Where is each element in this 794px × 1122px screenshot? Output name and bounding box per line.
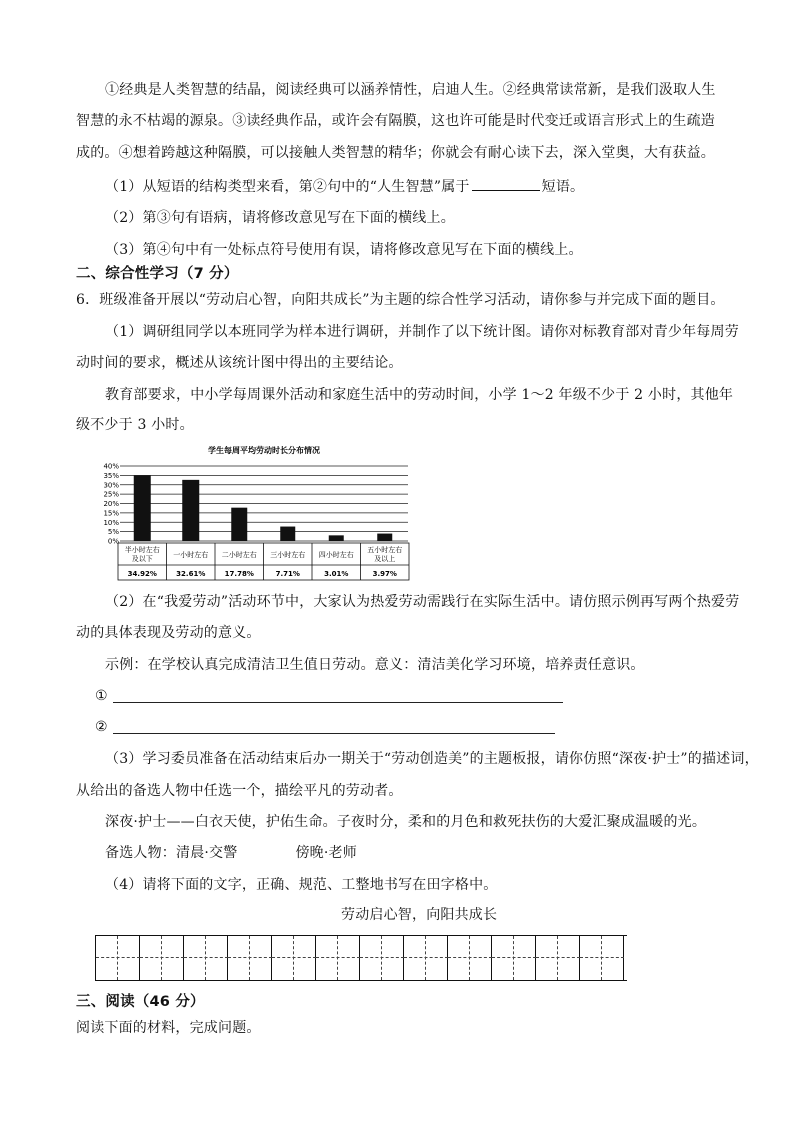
question-6-2-line-1: （2）在“我爱劳动”活动环节中，大家认为热爱劳动需践行在实际生活中。请仿照示例再写两个热爱劳 (105, 594, 740, 610)
bar (280, 527, 295, 541)
question-3: （3）第④句中有一处标点符号使用有误，请将修改意见写在下面的横线上。 (105, 242, 583, 258)
candidate-1: 备选人物：清晨·交警 (105, 845, 238, 861)
question-6-intro: 6．班级准备开展以“劳动启心智，向阳共成长”为主题的综合性学习活动，请你参与并完成下面的题目。 (76, 292, 725, 308)
value-label: 17.78% (224, 570, 254, 578)
question-6-3-line-2: 从给出的备选人物中任选一个，描绘平凡的劳动者。 (76, 783, 403, 799)
tianzige-cell[interactable] (184, 936, 228, 980)
question-1-text: （1）从短语的结构类型来看，第②句中的“人生智慧”属于 (105, 179, 470, 195)
question-6-1-line-2: 动时间的要求，概述从该统计图中得出的主要结论。 (76, 355, 403, 371)
y-tick-label: 40% (103, 462, 119, 471)
category-label: 一小时左右 (173, 551, 209, 559)
question-6-1-line-1: （1）调研组同学以本班同学为样本进行调研，并制作了以下统计图。请你对标教育部对青少年每周劳 (105, 324, 739, 340)
tianzige-grid[interactable] (95, 935, 627, 981)
tianzige-cell[interactable] (316, 936, 360, 980)
answer-line-2[interactable] (113, 733, 555, 734)
category-label: 五小时左右 (367, 546, 403, 554)
labor-time-bar-chart (96, 441, 412, 583)
example-text: 示例：在学校认真完成清洁卫生值日劳动。意义：清洁美化学习环境，培养责任意识。 (105, 657, 645, 673)
value-label: 3.01% (324, 570, 349, 578)
answer-marker-2: ② (95, 719, 108, 735)
category-label: 及以下 (131, 555, 153, 563)
question-6-3-line-1: （3）学习委员准备在活动结束后办一期关于“劳动创造美”的主题板报，请你仿照“深夜·护士”的描述词， (105, 751, 759, 767)
section-heading-2: 二、综合性学习（7 分） (76, 266, 239, 282)
y-tick-label: 5% (107, 528, 119, 537)
tianzige-cell[interactable] (272, 936, 316, 980)
requirement-line-1: 教育部要求，中小学每周课外活动和家庭生活中的劳动时间，小学 1～2 年级不少于 2 小时，其他年 (105, 387, 734, 403)
y-tick-label: 25% (103, 490, 119, 499)
tianzige-cell[interactable] (228, 936, 272, 980)
y-tick-label: 10% (103, 518, 119, 527)
value-label: 7.71% (275, 570, 300, 578)
tianzige-cell[interactable] (580, 936, 624, 980)
reading-intro: 阅读下面的材料，完成问题。 (76, 1020, 261, 1036)
section-heading-3: 三、阅读（46 分） (76, 994, 205, 1010)
requirement-line-2: 级不少于 3 小时。 (76, 417, 194, 433)
value-label: 32.61% (176, 570, 206, 578)
bar (182, 480, 199, 541)
y-tick-label: 0% (107, 537, 119, 546)
tianzige-cell[interactable] (536, 936, 580, 980)
nurse-example: 深夜·护士——白衣天使，护佑生命。子夜时分，柔和的月色和救死扶伤的大爱汇聚成温暖的光。 (105, 814, 707, 830)
tianzige-cell[interactable] (96, 936, 140, 980)
value-label: 3.97% (372, 570, 397, 578)
category-label: 三小时左右 (270, 551, 306, 559)
tianzige-cell[interactable] (492, 936, 536, 980)
passage-line-2: 智慧的永不枯竭的源泉。③读经典作品，或许会有隔膜，这也许可能是时代变迁或语言形式上的生疏造 (76, 113, 715, 129)
tianzige-cell[interactable] (404, 936, 448, 980)
passage-line-1: ①经典是人类智慧的结晶，阅读经典可以涵养情性，启迪人生。②经典常读常新，是我们汲取人生 (105, 82, 716, 98)
y-tick-label: 15% (103, 509, 119, 518)
y-tick-label: 35% (103, 471, 119, 480)
question-6-2-line-2: 动的具体表现及劳动的意义。 (76, 625, 261, 641)
value-label: 34.92% (127, 570, 157, 578)
bar (377, 534, 392, 541)
candidates (105, 843, 357, 863)
y-tick-label: 20% (103, 500, 119, 508)
category-label: 二小时左右 (221, 551, 257, 559)
y-tick-label: 30% (103, 481, 119, 490)
category-label: 四小时左右 (318, 551, 354, 559)
answer-blank[interactable] (472, 176, 540, 191)
question-1 (105, 176, 584, 197)
tianzige-cell[interactable] (448, 936, 492, 980)
question-2: （2）第③句有语病，请将修改意见写在下面的横线上。 (105, 210, 455, 226)
chart-title: 学生每周平均劳动时长分布情况 (208, 446, 320, 455)
bar (329, 535, 344, 541)
passage-line-3: 成的。④想着跨越这种隔膜，可以接触人类智慧的精华；你就会有耐心读下去，深入堂奥，大有获益。 (76, 145, 715, 161)
question-1-suffix: 短语。 (541, 179, 585, 195)
category-label: 及以上 (374, 555, 396, 563)
tianzige-cell[interactable] (140, 936, 184, 980)
answer-marker-1: ① (95, 688, 108, 704)
tianzige-cell[interactable] (360, 936, 404, 980)
bar (231, 508, 247, 541)
category-label: 半小时左右 (124, 546, 160, 554)
question-6-4: （4）请将下面的文字，正确、规范、工整地书写在田字格中。 (105, 877, 498, 893)
candidate-2: 傍晚·老师 (295, 845, 357, 861)
copy-text: 劳动启心智，向阳共成长 (341, 907, 498, 923)
answer-line-1[interactable] (113, 702, 563, 703)
bar (134, 476, 151, 541)
